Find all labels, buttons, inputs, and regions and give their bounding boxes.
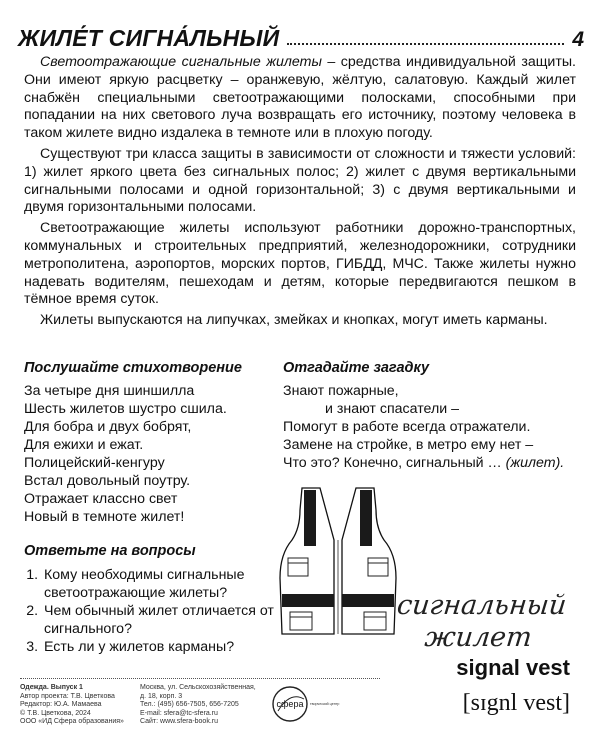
intro-paragraph-2: Существуют три класса защиты в зависимости от сложности и тяжести условий: 1) жилет яркого цвета без сигнальных полос; 2) жилет с двумя вертикальными сигнальными полосами и одной горизонтальной; 3) с двумя вертикальными и двумя горизонтальными полосами.	[24, 145, 576, 216]
poem-section	[24, 360, 274, 526]
page-title: ЖИЛЕ́Т СИГНА́ЛЬНЫЙ	[18, 25, 280, 51]
riddle-line: и знают спасатели –	[325, 401, 459, 417]
intro-term: Светоотражающие сигнальные жилеты	[40, 54, 322, 70]
poem-line: Встал довольный поутру.	[24, 473, 191, 489]
intro-paragraph-1	[24, 54, 576, 143]
riddle-lines	[283, 382, 583, 472]
footer-phone: Тел.: (495) 656-7505, 656-7205	[140, 701, 239, 709]
script-word	[389, 590, 572, 654]
footer-credits	[20, 684, 140, 727]
question-item: 1. Кому необходимы сигнальные светоотражающие жилеты?	[42, 566, 274, 602]
footer-address: д. 18, корп. 3	[140, 692, 183, 700]
poem-line: Шесть жилетов шустро сшила.	[24, 401, 227, 417]
riddle-section	[283, 360, 583, 472]
poem-line: Новый в темноте жилет!	[24, 509, 185, 525]
footer-copyright: ООО «ИД Сфера образования»	[20, 718, 124, 726]
question-item: 2. Чем обычный жилет отличается от сигнального?	[42, 602, 274, 638]
riddle-heading: Отгадайте загадку	[283, 360, 430, 376]
questions-section	[24, 543, 274, 656]
sfera-logo	[270, 683, 340, 725]
questions-list	[24, 566, 274, 656]
poem-line: За четыре дня шиншилла	[24, 383, 195, 399]
footer-divider	[20, 678, 380, 679]
transcription: [sɪgnl vest]	[462, 690, 570, 716]
poem-line: Для ежихи и ежат.	[24, 437, 144, 453]
riddle-question: Что это? Конечно, сигнальный …	[283, 455, 502, 471]
riddle-line	[283, 454, 583, 472]
script-word-line-2: жилет	[423, 622, 534, 653]
poem-line: Отражает классно свет	[24, 491, 178, 507]
poem-lines	[24, 382, 274, 526]
footer-address: Москва, ул. Сельскохозяйственная,	[140, 684, 256, 691]
riddle-line: Знают пожарные,	[283, 383, 399, 399]
footer-series: Одежда. Выпуск 1	[20, 684, 83, 691]
riddle-line: Замене на стройке, в метро ему нет –	[283, 437, 534, 453]
riddle-line: Помогут в работе всегда отражатели.	[283, 419, 531, 435]
poem-line: Полицейский-кенгуру	[24, 455, 165, 471]
logo-text: сфера	[276, 699, 304, 709]
footer-copyright: © Т.В. Цветкова, 2024	[20, 709, 91, 717]
poem-line: Для бобра и двух бобрят,	[24, 419, 192, 435]
footer-editor: Редактор: Ю.А. Мамаева	[20, 701, 102, 709]
riddle-answer: (жилет).	[505, 455, 565, 471]
footer-author: Автор проекта: Т.В. Цветкова	[20, 692, 115, 700]
footer-contacts	[140, 684, 270, 727]
english-word: signal vest	[456, 655, 570, 680]
intro-paragraph-1-text: – средства индивидуальной защиты. Они имеют яркую расцветку – оранжевую, жёлтую, салатовую. Каждый жилет снабжён специальными светоотражающими полосками, способными при попадании на них светового луча возвращать его источнику, поэтому человека в таком жилете видно издалека в темноте или в плохую погоду.	[24, 54, 576, 142]
intro-text	[24, 54, 576, 333]
questions-heading: Ответьте на вопросы	[24, 543, 196, 559]
logo-subtext: творческий центр	[310, 702, 340, 706]
poem-heading: Послушайте стихотворение	[24, 360, 242, 376]
page-header	[18, 18, 584, 52]
question-item: 3. Есть ли у жилетов карманы?	[42, 638, 274, 656]
intro-paragraph-3: Светоотражающие жилеты используют работники дорожно-транспортных, коммунальных и строительных предприятий, железнодорожники, сотрудники метрополитена, аэропортов, морских портов, ГИБДД, МЧС. Также жилеты нужно надевать водителям, пешеходам и детям, которые передвигаются пешком в тёмное время суток.	[24, 220, 576, 308]
intro-paragraph-4: Жилеты выпускаются на липучках, змейках и кнопках, могут иметь карманы.	[40, 312, 548, 329]
footer-email: E-mail: sfera@tc-sfera.ru	[140, 709, 218, 717]
script-word-line-1: сигнальный	[395, 590, 568, 621]
footer-site: Сайт: www.sfera-book.ru	[140, 718, 218, 726]
title-dot-leader	[287, 42, 564, 45]
page-number: 4	[572, 28, 584, 51]
vest-illustration	[272, 482, 404, 642]
